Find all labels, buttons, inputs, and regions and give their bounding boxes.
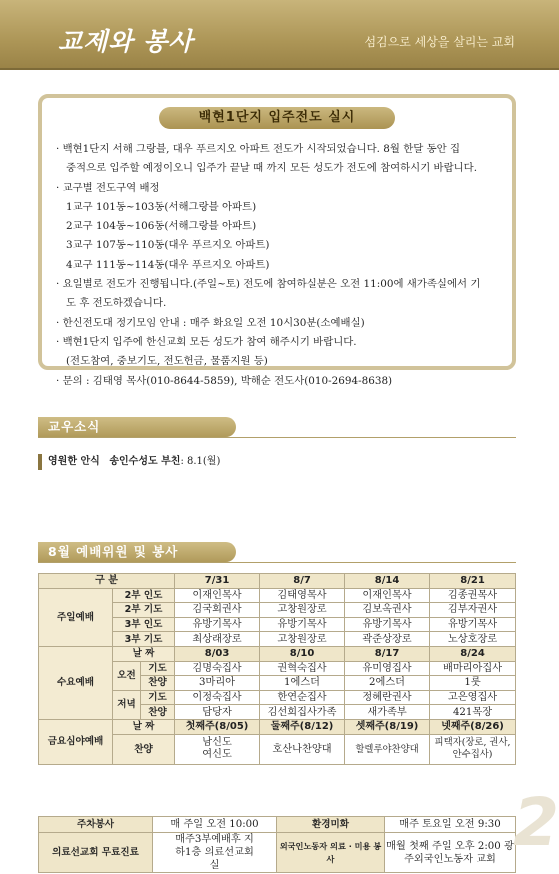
table-cell: 노상호장로 <box>430 632 516 647</box>
table-cell: 권혁숙집사 <box>260 661 345 676</box>
service-table <box>38 816 516 873</box>
news-section-title: 교우소식 <box>38 417 236 437</box>
sunday-label: 주일예배 <box>39 588 113 646</box>
prayer-label: 기도 <box>141 690 175 705</box>
table-cell: 2에스더 <box>345 676 430 691</box>
table-cell: 정혜란권사 <box>345 690 430 705</box>
table-cell: 3마리아 <box>175 676 260 691</box>
table-cell: 매월 첫째 주일 오후 2:00 광주외국인노동자 교회 <box>385 833 516 873</box>
choir-label: 찬양 <box>141 676 175 691</box>
news-category: 영원한 안식 <box>48 456 100 467</box>
notice-line: · 요일별로 전도가 진행됩니다.(주일~토) 전도에 참여하실분은 오전 11:00에 새가족실에서 기 <box>56 278 481 291</box>
page-number: 2 <box>513 784 559 861</box>
schedule-table <box>38 573 516 765</box>
table-cell: 곽준상장로 <box>345 632 430 647</box>
wednesday-date: 8/17 <box>345 646 430 661</box>
table-cell: 1에스더 <box>260 676 345 691</box>
header-gubun: 구 분 <box>39 574 175 589</box>
table-cell: 유방기목사 <box>260 617 345 632</box>
schedule-section-divider <box>38 562 516 563</box>
schedule-section-title: 8월 예배위원 및 봉사 <box>38 542 236 562</box>
table-cell: 매주 토요일 오전 9:30 <box>385 817 516 833</box>
wednesday-date: 8/24 <box>430 646 516 661</box>
table-cell: 김명숙집사 <box>175 661 260 676</box>
table-cell: 이정숙집사 <box>175 690 260 705</box>
header-date: 8/7 <box>260 574 345 589</box>
notice-line: 중적으로 입주할 예정이오니 입주가 끝날 때 까지 모든 성도가 전도에 참여하시기 바랍니다. <box>66 162 478 175</box>
header-date: 7/31 <box>175 574 260 589</box>
notice-body <box>56 140 508 391</box>
table-cell: 김국회권사 <box>175 603 260 618</box>
date-label: 날 짜 <box>113 646 175 661</box>
table-cell: 유미영집사 <box>345 661 430 676</box>
table-row <box>39 588 516 603</box>
notice-line: 3교구 107동~110동(대우 푸르지오 아파트) <box>66 239 270 252</box>
choir-label: 찬양 <box>113 734 175 764</box>
friday-week: 첫째주(8/05) <box>175 719 260 734</box>
service-label: 환경미화 <box>277 817 385 833</box>
table-cell: 유방기목사 <box>175 617 260 632</box>
table-cell: 할렐루야찬양대 <box>345 734 430 764</box>
table-row <box>39 817 516 833</box>
table-cell: 고은영집사 <box>430 690 516 705</box>
table-cell: 유방기목사 <box>345 617 430 632</box>
table-cell: 피택자(장로, 권사, 안수집사) <box>430 734 516 764</box>
table-row <box>39 833 516 873</box>
wednesday-date: 8/10 <box>260 646 345 661</box>
friday-label: 금요심야예배 <box>39 719 113 764</box>
page-header <box>0 0 559 68</box>
choir-label: 찬양 <box>141 705 175 720</box>
news-name: 송인수성도 부친 <box>109 456 181 467</box>
table-cell: 421목장 <box>430 705 516 720</box>
role-label: 2부 인도 <box>113 588 175 603</box>
table-cell: 1룻 <box>430 676 516 691</box>
table-cell: 최상래장로 <box>175 632 260 647</box>
service-label: 의료선교회 무료진료 <box>39 833 153 873</box>
table-cell: 매 주일 오전 10:00 <box>153 817 277 833</box>
table-row <box>39 646 516 661</box>
friday-week: 넷째주(8/26) <box>430 719 516 734</box>
notice-line: · 교구별 전도구역 배정 <box>56 181 160 194</box>
table-cell: 한연순집사 <box>260 690 345 705</box>
date-label: 날 짜 <box>113 719 175 734</box>
notice-line: · 백현1단지 입주에 한신교회 모든 성도가 참여 해주시기 바랍니다. <box>56 335 357 348</box>
notice-box <box>38 94 516 387</box>
notice-line: 4교구 111동~114동(대우 푸르지오 아파트) <box>66 258 270 271</box>
table-cell: 김선희집사가족 <box>260 705 345 720</box>
notice-line: (전도참여, 중보기도, 전도헌금, 물품지원 등) <box>66 355 268 368</box>
notice-line: · 백현1단지 서해 그랑블, 대우 푸르지오 아파트 전도가 시작되었습니다. 8월 한달 동안 집 <box>56 143 461 155</box>
news-section-divider <box>38 437 516 438</box>
table-row <box>39 574 516 589</box>
table-cell: 매주3부예배후 지하1층 의료선교회실 <box>153 833 277 873</box>
notice-line: 2교구 104동~106동(서해그랑블 아파트) <box>66 220 257 233</box>
header-date: 8/21 <box>430 574 516 589</box>
table-cell: 남신도 여신도 <box>175 734 260 764</box>
news-item <box>38 454 220 470</box>
table-cell: 고창원장로 <box>260 603 345 618</box>
service-label: 외국인노동자 의료 · 미용 봉사 <box>277 833 385 873</box>
role-label: 3부 기도 <box>113 632 175 647</box>
table-cell: 김종권목사 <box>430 588 516 603</box>
role-label: 2부 기도 <box>113 603 175 618</box>
friday-week: 셋째주(8/19) <box>345 719 430 734</box>
header-divider <box>0 68 559 70</box>
news-date: : 8.1(월) <box>180 456 221 467</box>
prayer-label: 기도 <box>141 661 175 676</box>
notice-title: 백현1단지 입주전도 실시 <box>159 107 395 129</box>
table-cell: 이재인목사 <box>345 588 430 603</box>
notice-line: 도 후 전도하겠습니다. <box>66 297 167 310</box>
notice-line: · 한신전도대 정기모임 안내 : 매주 화요일 오전 10시30분(소예배실) <box>56 316 365 329</box>
header-date: 8/14 <box>345 574 430 589</box>
table-cell: 김부자권사 <box>430 603 516 618</box>
pm-label: 저녁 <box>113 690 141 719</box>
table-cell: 김보옥권사 <box>345 603 430 618</box>
wednesday-date: 8/03 <box>175 646 260 661</box>
page-subtitle: 섬김으로 세상을 살리는 교회 <box>364 35 515 49</box>
table-cell: 담당자 <box>175 705 260 720</box>
role-label: 3부 인도 <box>113 617 175 632</box>
table-cell: 이재인목사 <box>175 588 260 603</box>
table-cell: 김태영목사 <box>260 588 345 603</box>
service-label: 주차봉사 <box>39 817 153 833</box>
notice-line: 1교구 101동~103동(서해그랑블 아파트) <box>66 200 257 213</box>
table-cell: 배마리아집사 <box>430 661 516 676</box>
page-title: 교제와 봉사 <box>58 27 194 56</box>
am-label: 오전 <box>113 661 141 690</box>
table-cell: 새가족부 <box>345 705 430 720</box>
table-cell: 호산나찬양대 <box>260 734 345 764</box>
wednesday-label: 수요예배 <box>39 646 113 719</box>
friday-week: 둘째주(8/12) <box>260 719 345 734</box>
table-row <box>39 719 516 734</box>
notice-line: · 문의 : 김태영 목사(010-8644-5859), 박해순 전도사(010-2694-8638) <box>56 374 393 387</box>
table-cell: 유방기목사 <box>430 617 516 632</box>
table-cell: 고창원장로 <box>260 632 345 647</box>
